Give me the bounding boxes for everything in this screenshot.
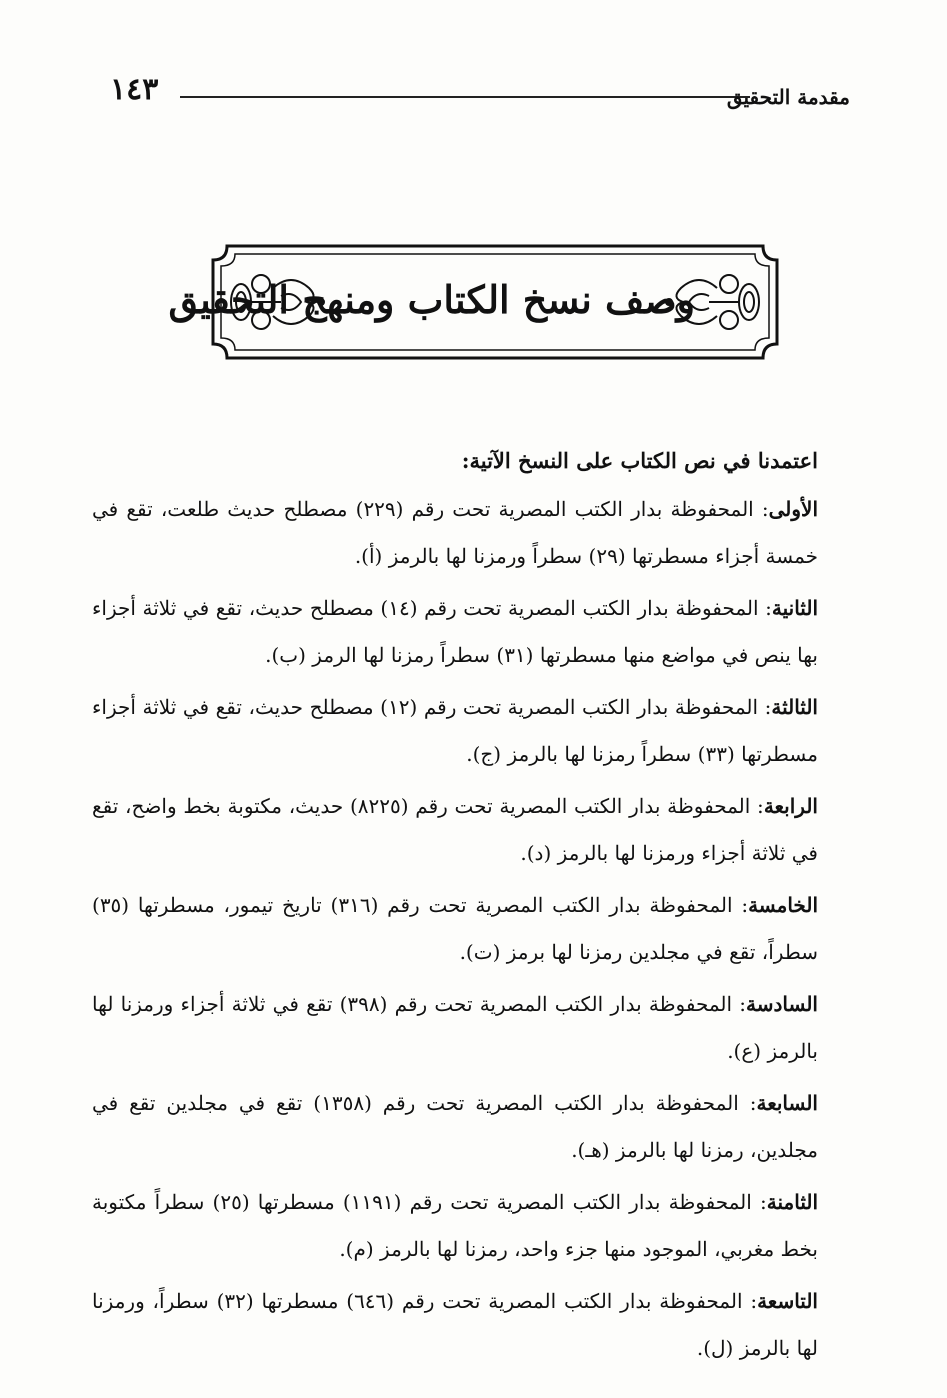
entry-label: السابعة: [756, 1091, 818, 1115]
manuscript-entry: [92, 585, 818, 679]
manuscript-entry: [92, 684, 818, 778]
manuscript-entry: [92, 486, 818, 580]
entry-text: : المحفوظة بدار الكتب المصرية تحت رقم (٣١٦) تاريخ تيمور، مسطرتها (٣٥) سطراً، تقع في مجلدين رمزنا لها برمز (ت).: [92, 893, 818, 964]
manuscript-entry: [92, 882, 818, 976]
manuscript-entry: [92, 1179, 818, 1273]
entry-label: الأولى: [768, 497, 818, 521]
manuscript-entry: [92, 981, 818, 1075]
entry-text: : المحفوظة بدار الكتب المصرية تحت رقم (١٤) مصطلح حديث، تقع في ثلاثة أجزاء بها ينص في مواضع منها مسطرتها (٣١) سطراً رمزنا لها الرمز (ب).: [92, 596, 818, 667]
manuscript-entry: [92, 1080, 818, 1174]
entry-text: : المحفوظة بدار الكتب المصرية تحت رقم (١١٩١) مسطرتها (٢٥) سطراً مكتوبة بخط مغربي، الموجود منها جزء واحد، رمزنا لها بالرمز (م).: [92, 1190, 818, 1261]
entry-text: : المحفوظة بدار الكتب المصرية تحت رقم (١٣٥٨) تقع في مجلدين تقع في مجلدين، رمزنا لها بالرمز (هـ).: [92, 1091, 818, 1162]
running-header: [110, 70, 850, 114]
entry-text: : المحفوظة بدار الكتب المصرية تحت رقم (٣٩٨) تقع في ثلاثة أجزاء ورمزنا لها بالرمز (ع).: [92, 992, 818, 1063]
chapter-title-frame: [168, 238, 785, 366]
header-rule: [180, 96, 750, 98]
intro-paragraph: اعتمدنا في نص الكتاب على النسخ الآتية:: [461, 448, 818, 473]
manuscript-entry: [92, 1278, 818, 1372]
running-title: مقدمة التحقيق: [726, 85, 850, 109]
entry-label: السادسة: [746, 992, 818, 1016]
entry-text: : المحفوظة بدار الكتب المصرية تحت رقم (٨٢٢٥) حديث، مكتوبة بخط واضح، تقع في ثلاثة أجزاء ورمزنا لها بالرمز (د).: [92, 794, 818, 865]
manuscript-entry: [92, 783, 818, 877]
entry-label: الرابعة: [763, 794, 818, 818]
entry-label: الخامسة: [748, 893, 818, 917]
entry-text: : المحفوظة بدار الكتب المصرية تحت رقم (٦٤٦) مسطرتها (٣٢) سطراً، ورمزنا لها بالرمز (ل).: [92, 1289, 818, 1360]
chapter-title: وصف نسخ الكتاب ومنهج التحقيق: [168, 277, 695, 322]
page-number: ١٤٣: [110, 72, 159, 107]
entry-text: : المحفوظة بدار الكتب المصرية تحت رقم (١٢) مصطلح حديث، تقع في ثلاثة أجزاء مسطرتها (٣٣) سطراً رمزنا لها بالرمز (ج).: [92, 695, 818, 766]
entry-label: الثانية: [771, 596, 818, 620]
body-text: [92, 442, 818, 1377]
entry-label: الثالثة: [771, 695, 818, 719]
entry-label: الثامنة: [766, 1190, 818, 1214]
entry-text: : المحفوظة بدار الكتب المصرية تحت رقم (٢٢٩) مصطلح حديث طلعت، تقع في خمسة أجزاء مسطرتها (٢٩) سطراً ورمزنا لها بالرمز (أ).: [92, 497, 818, 568]
entry-label: التاسعة: [757, 1289, 818, 1313]
